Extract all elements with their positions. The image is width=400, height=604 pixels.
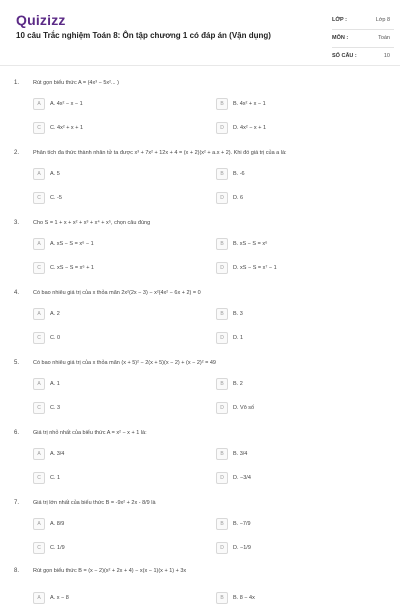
question-text: Phân tích đa thức thành nhân tử ta được x³ + 7x² + 12x + 4 = (x + 2)(x² + a.x + 2). Khi đó giá trị của a là: [33, 150, 287, 156]
option-letter-badge: B [216, 98, 228, 110]
answer-option-b[interactable] [216, 448, 247, 460]
answer-option-a[interactable] [33, 592, 69, 604]
option-letter-badge: A [33, 518, 45, 530]
option-letter-badge: A [33, 378, 45, 390]
answer-option-b[interactable] [216, 98, 266, 110]
answer-option-c[interactable] [33, 542, 65, 554]
option-text: A. xS − S = x⁶ − 1 [50, 241, 94, 247]
option-letter-badge: A [33, 448, 45, 460]
option-letter-badge: C [33, 122, 45, 134]
option-letter-badge: C [33, 472, 45, 484]
question-number: 2. [14, 150, 20, 156]
option-text: D. 4x² − x + 1 [233, 125, 267, 131]
meta-count-label: SỐ CÂU : [332, 53, 357, 59]
meta-class-label: LỚP : [332, 17, 347, 23]
header [0, 0, 400, 64]
option-letter-badge: A [33, 308, 45, 320]
option-letter-badge: D [216, 472, 228, 484]
answer-option-a[interactable] [33, 448, 64, 460]
option-text: B. −7/9 [233, 521, 251, 527]
option-letter-badge: B [216, 448, 228, 460]
answer-option-c[interactable] [33, 122, 83, 134]
question-text: Giá trị nhỏ nhất của biểu thức A = x² − x + 1 là: [33, 430, 147, 436]
option-text: B. 4x² + x − 1 [233, 101, 266, 107]
option-text: A. 4x² − x − 1 [50, 101, 83, 107]
answer-option-d[interactable] [216, 472, 251, 484]
option-letter-badge: D [216, 122, 228, 134]
option-text: A. 3/4 [50, 451, 65, 457]
option-letter-badge: B [216, 308, 228, 320]
question-number: 5. [14, 360, 20, 366]
answer-option-d[interactable] [216, 402, 254, 414]
answer-option-b[interactable] [216, 168, 245, 180]
option-text: B. 2 [233, 381, 243, 387]
option-text: C. 4x² + x + 1 [50, 125, 84, 131]
option-letter-badge: B [216, 378, 228, 390]
answer-option-a[interactable] [33, 238, 94, 250]
question-text: Có bao nhiêu giá trị của x thỏa mãn (x + 5)² − 2(x + 5)(x − 2) + (x − 2)² = 49 [33, 360, 216, 366]
answer-option-d[interactable] [216, 262, 277, 274]
option-text: A. 1 [50, 381, 60, 387]
question-text: Rút gọn biểu thức A = (4x³ − 5x²... ) [33, 80, 119, 86]
meta-class [332, 12, 394, 30]
answer-option-c[interactable] [33, 402, 60, 414]
option-letter-badge: D [216, 262, 228, 274]
answer-option-d[interactable] [216, 542, 251, 554]
option-letter-badge: C [33, 332, 45, 344]
option-text: C. xS − S = x⁶ + 1 [50, 265, 94, 271]
answer-option-b[interactable] [216, 518, 251, 530]
answer-option-d[interactable] [216, 122, 266, 134]
answer-option-d[interactable] [216, 332, 243, 344]
answer-option-a[interactable] [33, 98, 83, 110]
answer-option-a[interactable] [33, 518, 64, 530]
option-letter-badge: C [33, 262, 45, 274]
meta-count [332, 48, 394, 66]
option-letter-badge: C [33, 192, 45, 204]
meta-subject [332, 30, 394, 48]
answer-option-b[interactable] [216, 238, 267, 250]
option-text: A. x − 8 [50, 595, 69, 601]
option-text: C. 1/9 [50, 545, 65, 551]
option-text: A. 5 [50, 171, 60, 177]
answer-option-b[interactable] [216, 308, 243, 320]
question-text: Có bao nhiêu giá trị của x thỏa mãn 2x²(2x − 3) − x²(4x² − 6x + 2) = 0 [33, 290, 201, 296]
answer-option-d[interactable] [216, 192, 243, 204]
option-text: C. -5 [50, 195, 62, 201]
page-title: 10 câu Trắc nghiệm Toán 8: Ôn tập chương 1 có đáp án (Vận dụng) [16, 31, 271, 40]
option-letter-badge: A [33, 168, 45, 180]
question-text: Cho S = 1 + x + x² + x³ + x⁴ + x⁵, chọn câu đúng [33, 220, 151, 226]
answer-option-c[interactable] [33, 262, 94, 274]
option-letter-badge: A [33, 238, 45, 250]
question-number: 4. [14, 290, 20, 296]
question-number: 6. [14, 430, 20, 436]
option-letter-badge: D [216, 542, 228, 554]
option-letter-badge: B [216, 518, 228, 530]
option-text: D. −1/9 [233, 545, 251, 551]
question-number: 3. [14, 220, 20, 226]
option-letter-badge: B [216, 238, 228, 250]
question-number: 8. [14, 568, 20, 574]
option-text: B. 3/4 [233, 451, 248, 457]
option-text: D. xS − S = x⁷ − 1 [233, 265, 277, 271]
option-letter-badge: D [216, 402, 228, 414]
option-text: D. 6 [233, 195, 244, 201]
answer-option-b[interactable] [216, 592, 255, 604]
answer-option-c[interactable] [33, 472, 60, 484]
answer-option-c[interactable] [33, 192, 62, 204]
meta-subject-value: Toán [378, 35, 390, 41]
question-number: 1. [14, 80, 20, 86]
header-divider [0, 65, 400, 66]
option-text: D. −3/4 [233, 475, 251, 481]
option-text: B. 3 [233, 311, 243, 317]
answer-option-b[interactable] [216, 378, 243, 390]
option-letter-badge: D [216, 192, 228, 204]
option-text: C. 1 [50, 475, 61, 481]
option-letter-badge: C [33, 542, 45, 554]
question-text: Giá trị lớn nhất của biểu thức B = -9x² + 2x - 8/9 là [33, 500, 156, 506]
option-text: C. 3 [50, 405, 61, 411]
option-text: B. -6 [233, 171, 245, 177]
option-letter-badge: B [216, 592, 228, 604]
quizizz-logo: Quizizz [16, 12, 66, 28]
answer-option-a[interactable] [33, 168, 60, 180]
option-letter-badge: D [216, 332, 228, 344]
meta-panel [332, 12, 394, 66]
option-text: C. 0 [50, 335, 61, 341]
option-text: D. Vô số [233, 405, 255, 411]
question-number: 7. [14, 500, 20, 506]
meta-class-value: Lớp 8 [375, 17, 390, 23]
option-letter-badge: C [33, 402, 45, 414]
meta-count-value: 10 [383, 53, 390, 59]
answer-option-a[interactable] [33, 308, 60, 320]
answer-option-a[interactable] [33, 378, 60, 390]
option-text: A. 8/9 [50, 521, 65, 527]
option-text: B. xS − S = x⁶ [233, 241, 268, 247]
option-text: D. 1 [233, 335, 244, 341]
option-text: B. 8 − 4x [233, 595, 255, 601]
option-letter-badge: B [216, 168, 228, 180]
answer-option-c[interactable] [33, 332, 60, 344]
question-text: Rút gọn biểu thức B = (x − 2)(x² + 2x + 4) − x(x − 1)(x + 1) + 3x [33, 568, 187, 574]
option-letter-badge: A [33, 98, 45, 110]
option-letter-badge: A [33, 592, 45, 604]
meta-subject-label: MÔN : [332, 35, 349, 41]
option-text: A. 2 [50, 311, 60, 317]
